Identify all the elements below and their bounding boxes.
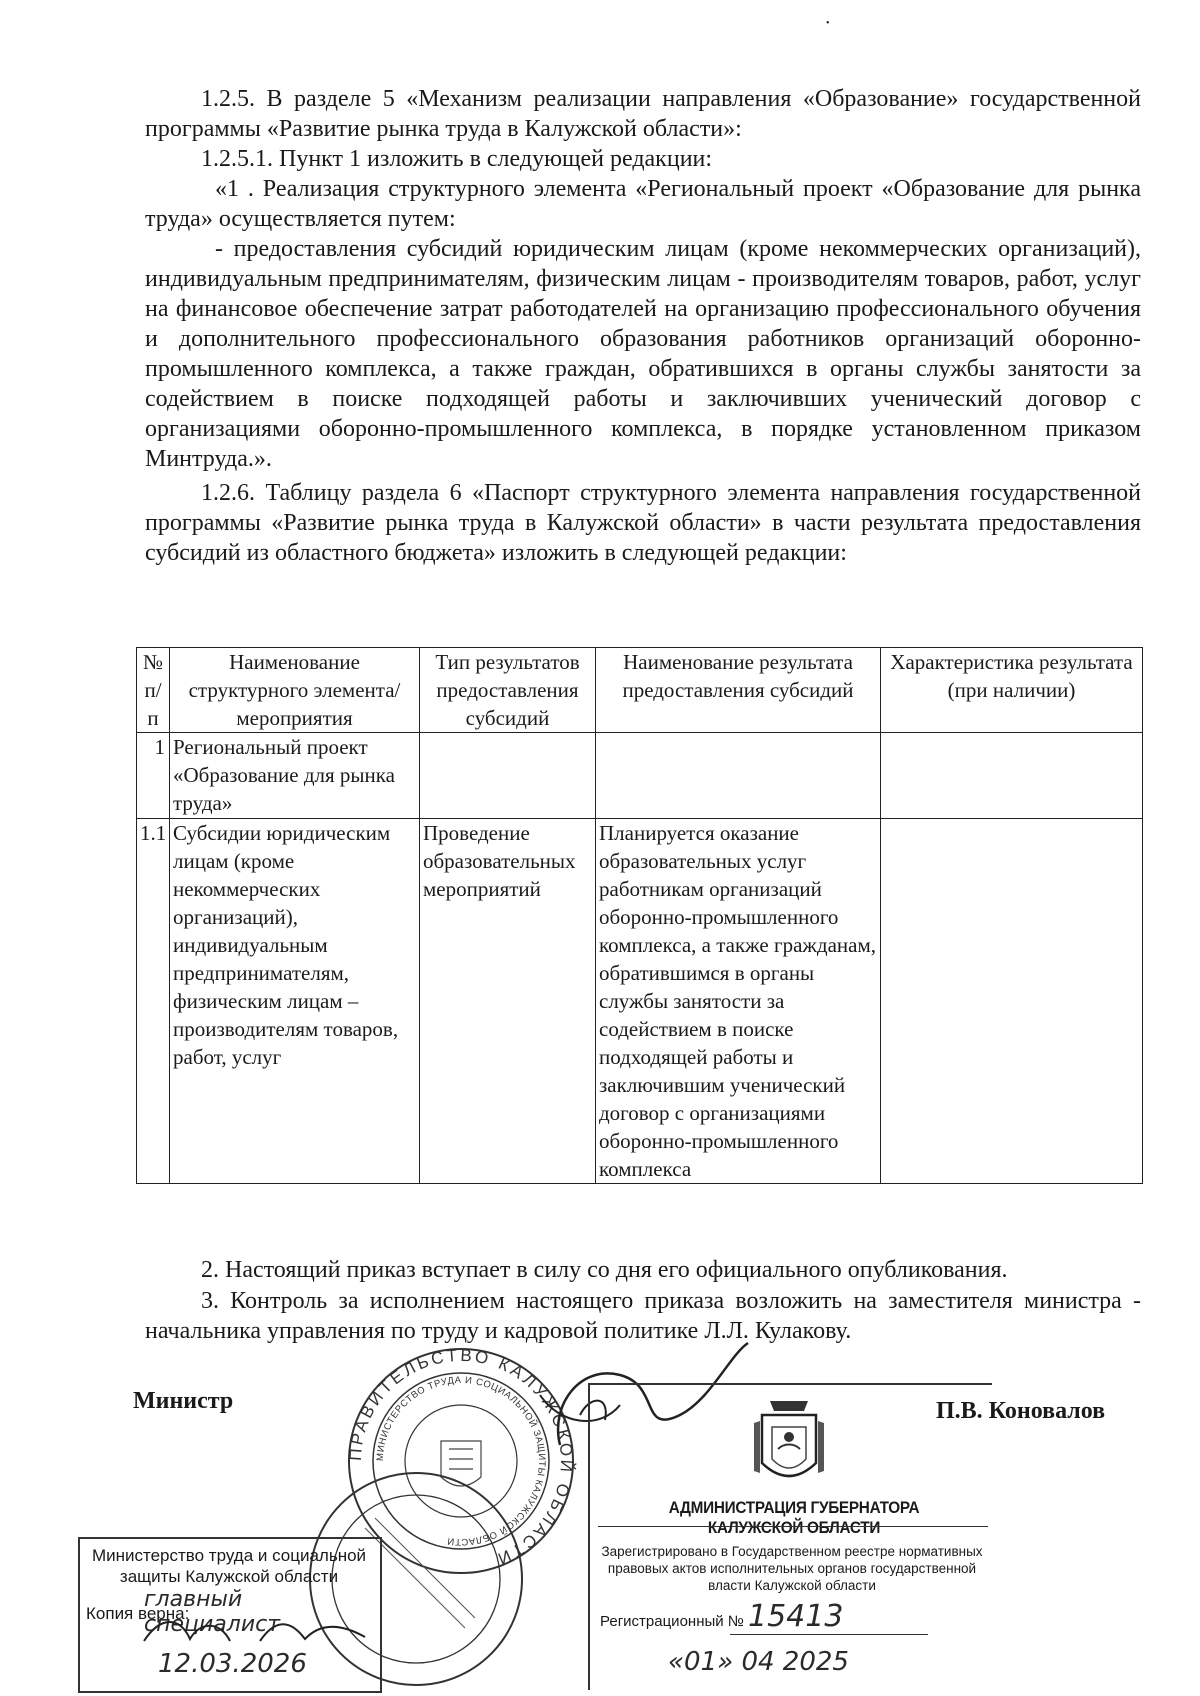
table-row xyxy=(137,733,1143,819)
seal-outer-text: ПРАВИТЕЛЬСТВО КАЛУЖСКОЙ ОБЛАСТИ xyxy=(345,1345,577,1570)
registration-org: АДМИНИСТРАЦИЯ ГУБЕРНАТОРА КАЛУЖСКОЙ ОБЛАСТИ xyxy=(668,1498,920,1537)
copy-hand-date: 12.03.2026 xyxy=(158,1649,307,1679)
table-header-cell: Тип результатов предоставления субсидий xyxy=(420,648,596,733)
table-cell: Планируется оказание образовательных услуг работникам организаций оборонно-промышленного комплекса, а также гражданам, обратившимся в органы службы занятости за содействием в поиске подходящей работы и заключившим ученический договор с организациями оборонно-промышленного комплекса xyxy=(596,819,881,1184)
table-cell xyxy=(881,733,1143,819)
copy-stamp-label: Копия верна: xyxy=(86,1604,190,1623)
paragraph-1-2-5-1: 1.2.5.1. Пункт 1 изложить в следующей редакции: xyxy=(201,146,713,172)
registration-stamp xyxy=(588,1383,992,1690)
paragraph-control: 3. Контроль за исполнением настоящего приказа возложить на заместителя министра - начальника управления по труду и кадровой политике Л.Л. Кулакову. xyxy=(145,1288,1141,1344)
registration-text: Зарегистрировано в Государственном реестре нормативных правовых актов исполнительных органов государственной власти Калужской области xyxy=(601,1544,983,1593)
copy-verified-stamp xyxy=(78,1537,382,1693)
paragraph-effective-date: 2. Настоящий приказ вступает в силу со дня его официального опубликования. xyxy=(201,1257,1008,1283)
copy-signature-scribble xyxy=(140,1611,370,1651)
table-header-cell: Наименование результата предоставления субсидий xyxy=(596,648,881,733)
seal-inner-text: МИНИСТЕРСТВО ТРУДА И СОЦИАЛЬНОЙ ЗАЩИТЫ КАЛУЖСКОЙ ОБЛАСТИ xyxy=(374,1374,548,1548)
coat-of-arms-icon xyxy=(750,1393,828,1491)
signer-name: П.В. Коновалов xyxy=(936,1398,1106,1424)
table-cell: Проведение образовательных мероприятий xyxy=(420,819,596,1184)
paragraph-point-1: «1 . Реализация структурного элемента «Региональный проект «Образование для рынка труда» осуществляется путем: xyxy=(145,176,1141,232)
signer-title: Министр xyxy=(133,1388,234,1414)
copy-hand-position: главный специалист xyxy=(144,1587,281,1637)
copy-stamp-org: Министерство труда и социальной защиты Калужской области xyxy=(91,1546,367,1586)
table-header-cell: Характеристика результата (при наличии) xyxy=(881,648,1143,733)
structural-element-table xyxy=(136,647,1143,1184)
registration-number: 15413 xyxy=(730,1599,928,1635)
table-cell xyxy=(596,733,881,819)
table-cell-number: 1.1 xyxy=(137,819,170,1184)
paragraph-1-2-5: 1.2.5. В разделе 5 «Механизм реализации направления «Образование» государственной программы «Развитие рынка труда в Калужской области»: xyxy=(145,86,1141,142)
paragraph-1-2-6: 1.2.6. Таблицу раздела 6 «Паспорт структурного элемента направления государственной программы «Развитие рынка труда в Калужской области» в части результата предоставления субсидий из областного бюджета» изложить в следующей редакции: xyxy=(145,480,1141,566)
table-cell: Субсидии юридическим лицам (кроме некоммерческих организаций), индивидуальным предпринимателям, физическим лицам – производителям товаров, работ, услуг xyxy=(170,819,420,1184)
table-header-cell: Наименование структурного элемента/мероприятия xyxy=(170,648,420,733)
table-row xyxy=(137,819,1143,1184)
registration-divider xyxy=(598,1526,988,1527)
table-header-cell: № п/п xyxy=(137,648,170,733)
paragraph-subsidies: - предоставления субсидий юридическим лицам (кроме некоммерческих организаций), индивидуальным предпринимателям, физическим лицам - производителям товаров, работ, услуг на финансовое обеспечение затрат работодателей на организацию профессионального обучения и дополнительного профессионального образования работников организаций оборонно-промышленного комплекса, а также граждан, обратившихся в органы службы занятости за содействием в поиске подходящей работы и заключивших ученический договор с организациями оборонно-промышленного комплекса, в порядке установленном приказом Минтруда.». xyxy=(145,236,1141,472)
registration-number-label: Регистрационный № xyxy=(600,1613,744,1630)
table-cell: Региональный проект «Образование для рынка труда» xyxy=(170,733,420,819)
scan-speck: • xyxy=(826,18,830,29)
table-header-row xyxy=(137,648,1143,733)
table-cell xyxy=(420,733,596,819)
registration-date: «01» 04 2025 xyxy=(668,1647,849,1677)
table-cell xyxy=(881,819,1143,1184)
table-cell-number: 1 xyxy=(137,733,170,819)
